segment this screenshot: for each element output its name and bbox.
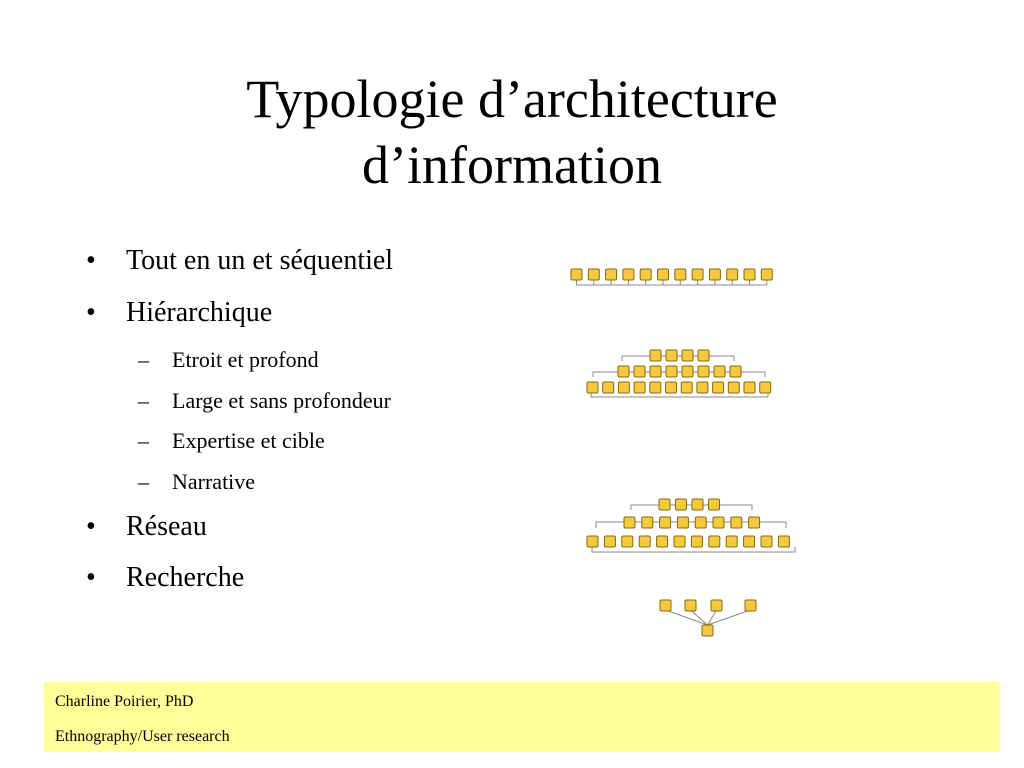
bullet-marker: • — [86, 245, 96, 276]
node-box — [744, 382, 755, 393]
bullet-marker: • — [86, 562, 96, 593]
node-box — [675, 269, 686, 280]
node-box — [778, 536, 789, 547]
sub-bullet-text: Narrative — [172, 469, 256, 494]
node-box — [728, 382, 739, 393]
node-box — [639, 536, 650, 547]
node-box — [658, 269, 669, 280]
sub-bullet-marker: – — [138, 347, 149, 372]
node-box — [659, 499, 670, 510]
node-box — [760, 382, 771, 393]
node-box — [698, 350, 709, 361]
node-box — [698, 366, 709, 377]
connector-line — [708, 610, 751, 625]
bullet-text: Réseau — [126, 511, 207, 542]
node-box — [713, 517, 724, 528]
node-box — [697, 382, 708, 393]
footer-bar — [44, 682, 1000, 752]
node-box — [676, 499, 687, 510]
node-box — [640, 269, 651, 280]
bullet-text: Recherche — [126, 562, 245, 593]
node-box — [660, 517, 671, 528]
node-box — [744, 269, 755, 280]
node-box — [622, 536, 633, 547]
node-box — [650, 366, 661, 377]
connector-line — [691, 610, 708, 625]
node-box — [682, 366, 693, 377]
node-box — [650, 382, 661, 393]
node-box — [761, 269, 772, 280]
node-box — [677, 517, 688, 528]
node-box — [587, 536, 598, 547]
bullet-marker: • — [86, 297, 96, 328]
sub-bullet-text: Large et sans profondeur — [172, 388, 391, 413]
node-box — [745, 600, 756, 611]
node-box — [634, 382, 645, 393]
sub-bullet-text: Etroit et profond — [172, 347, 319, 372]
node-box — [730, 366, 741, 377]
connector-line — [592, 547, 795, 552]
node-box — [571, 269, 582, 280]
node-box — [709, 499, 720, 510]
sub-bullet-marker: – — [138, 388, 149, 413]
connector-line — [591, 392, 768, 397]
slide-title — [0, 66, 1024, 198]
footer-author: Charline Poirier, PhD — [55, 693, 194, 710]
node-box — [618, 366, 629, 377]
node-box — [726, 536, 737, 547]
node-box — [650, 350, 661, 361]
node-box — [666, 366, 677, 377]
node-box — [681, 382, 692, 393]
node-box — [666, 350, 677, 361]
node-box — [642, 517, 653, 528]
connector-line — [622, 356, 734, 361]
sub-bullet-marker: – — [138, 469, 149, 494]
node-box — [618, 382, 629, 393]
ia-structure-diagrams — [540, 250, 840, 650]
node-box — [682, 350, 693, 361]
node-box — [623, 269, 634, 280]
node-box — [588, 269, 599, 280]
bullet-marker: • — [86, 511, 96, 542]
bullet-text: Hiérarchique — [126, 297, 273, 328]
node-box — [709, 536, 720, 547]
node-box — [634, 366, 645, 377]
footer-role: Ethnography/User research — [55, 728, 230, 745]
node-box — [604, 536, 615, 547]
node-box — [713, 382, 724, 393]
sub-bullet-marker: – — [138, 428, 149, 453]
node-box — [702, 625, 713, 636]
node-box — [695, 517, 706, 528]
node-box — [685, 600, 696, 611]
node-box — [727, 269, 738, 280]
node-box — [691, 536, 702, 547]
node-box — [711, 600, 722, 611]
node-box — [603, 382, 614, 393]
node-box — [692, 269, 703, 280]
title-line-1: Typologie d’architecture — [246, 69, 778, 129]
node-box — [692, 499, 703, 510]
node-box — [731, 517, 742, 528]
node-box — [709, 269, 720, 280]
node-box — [657, 536, 668, 547]
node-box — [587, 382, 598, 393]
title-line-2: d’information — [362, 135, 662, 195]
node-box — [749, 517, 760, 528]
node-box — [714, 366, 725, 377]
node-box — [666, 382, 677, 393]
node-box — [674, 536, 685, 547]
node-box — [606, 269, 617, 280]
node-box — [761, 536, 772, 547]
node-box — [660, 600, 671, 611]
node-box — [624, 517, 635, 528]
bullet-text: Tout en un et séquentiel — [126, 245, 394, 276]
connector-line — [666, 610, 708, 625]
sub-bullet-text: Expertise et cible — [172, 428, 325, 453]
node-box — [744, 536, 755, 547]
